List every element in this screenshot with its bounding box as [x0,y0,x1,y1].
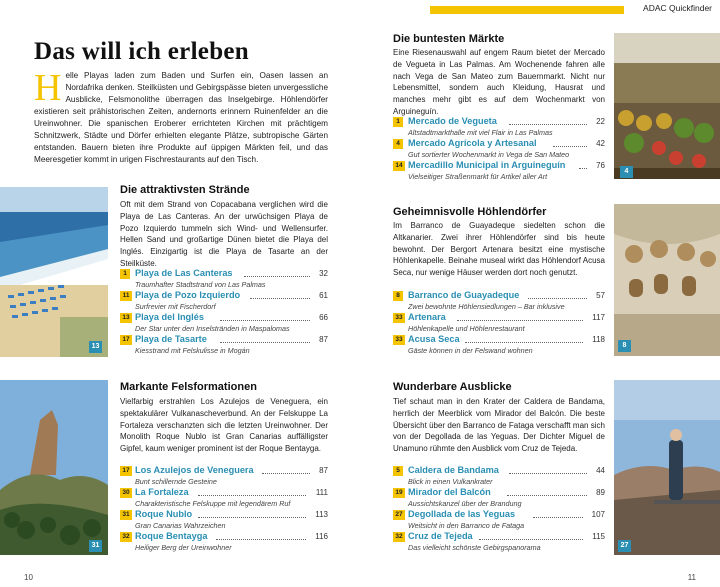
intro-drop-cap: H [34,67,62,109]
item-number: 17 [120,335,132,345]
rocks-illustration [0,380,108,555]
dot-leader [220,320,310,321]
dot-leader [509,124,587,125]
item-number: 19 [393,488,405,498]
dot-leader [216,539,306,540]
item-page: 117 [592,313,605,322]
dot-leader [457,320,583,321]
item-subtitle: Gäste können in der Felswand wohnen [408,346,533,355]
header-accent-bar [430,6,624,14]
markets-body: Eine Riesenauswahl auf engem Raum bietet der Mercado de Vegueta in Las Palmas. Am Wochenende fahren alle nach Vega de San Mateo zum Bauernmarkt. Nicht nur Lebensmittel, sondern auch Kleidung, Hausrat und manches mehr gibt es auf dem Wochenmarkt von Arguineguín. [393,48,605,116]
views-title: Wunderbare Ausblicke [393,381,512,393]
item-subtitle: Vielseitiger Straßenmarkt für Artikel aller Art [408,172,548,181]
list-item[interactable] [393,465,605,487]
left-page-number: 10 [24,573,33,582]
item-subtitle: Altstadtmarkthalle mit viel Flair in Las Palmas [408,128,553,137]
beach-illustration [0,187,108,357]
item-name: Barranco de Guayadeque [408,290,520,300]
beaches-title: Die attraktivsten Strände [120,184,250,196]
item-name: Cruz de Tejeda [408,531,473,541]
item-number: 30 [120,488,132,498]
viewpoint-photo [614,380,720,555]
item-page: 107 [591,510,605,519]
item-page: 44 [596,466,605,475]
item-subtitle: Charakteristische Felskuppe mit legendärem Ruf [135,499,291,508]
header-bar [0,0,720,16]
list-item[interactable] [393,487,605,509]
dot-leader [479,539,583,540]
caves-list [393,290,605,356]
dot-leader [528,298,587,299]
rocks-title: Markante Felsformationen [120,381,257,393]
item-subtitle: Der Star unter den Inselstränden in Maspalomas [135,324,290,333]
item-page: 118 [592,335,605,344]
item-subtitle: Gran Canarias Wahrzeichen [135,521,226,530]
item-name: La Fortaleza [135,487,189,497]
guide-label: ADAC Quickfinder [643,3,712,13]
item-page: 89 [596,488,605,497]
item-page: 42 [596,139,605,148]
list-item[interactable] [393,531,605,553]
list-item[interactable] [120,487,328,509]
intro-text: elle Playas laden zum Baden und Surfen ein, Oasen lassen an Nordafrika denken. Steilküsten und Gebirgspässe bieten unvergessliche Ausblicke, Felsmonolithe überragen das Inselgebirge. Höhlendörfer existieren seit prähistorischen Zeiten, andernorts erinnern Ruinenfelder an die Ureinwohner. Die spanischen Eroberer errichteten Kirchen mit prächtigem Schnitzwerk, Städte und Dörfer erhielten elegante Plätze, subtropische Gärten entstanden. Bauern bieten ihre Produkte auf üppigen Märkten feil, und das Meeresgetier kommt in urigen Fischrestaurants auf den Tisch. [34,71,328,164]
item-name: Playa de Pozo Izquierdo [135,290,241,300]
item-subtitle: Weitsicht in den Barranco de Fataga [408,521,525,530]
item-number: 1 [393,117,403,127]
item-page: 115 [592,532,605,541]
photo-number-badge: 31 [89,540,102,552]
item-subtitle: Zwei bewohnte Höhlensiedlungen – Bar inklusive [408,302,565,311]
item-page: 22 [596,117,605,126]
item-name: Mercado de Vegueta [408,116,497,126]
beach-photo [0,187,108,357]
item-name: Playa del Inglés [135,312,204,322]
list-item[interactable] [393,116,605,138]
item-name: Degollada de las Yeguas [408,509,516,519]
list-item[interactable] [393,509,605,531]
list-item[interactable] [393,160,605,182]
item-subtitle: Traumhafter Stadtstrand von Las Palmas [135,280,266,289]
item-page: 32 [319,269,328,278]
list-item[interactable] [120,531,328,553]
dot-leader [244,276,310,277]
item-number: 1 [120,269,130,279]
views-list [393,465,605,553]
list-item[interactable] [393,290,605,312]
markets-title: Die buntesten Märkte [393,33,505,45]
market-illustration [614,33,720,179]
dot-leader [533,517,583,518]
page-title: Das will ich erleben [34,38,250,65]
item-subtitle: Bunt schillernde Gesteine [135,477,217,486]
views-body: Tief schaut man in den Krater der Caldera de Bandama, herrlich der Meerblick vom Mirador del Balcón. Die beste Übersicht über den Barranco de Fataga verschafft man sich von der Degollada de las Yeguas. Der Dichter Miguel de Unamuno rühmte den Ausblick vom Cruz de Tejeda. [393,397,605,454]
item-subtitle: Kiesstrand mit Felskulisse in Mogán [135,346,250,355]
dot-leader [198,495,306,496]
item-number: 4 [393,139,403,149]
item-name: Artenara [408,312,446,322]
item-name: Mirador del Balcón [408,487,491,497]
list-item[interactable] [120,465,328,487]
item-subtitle: Heiliger Berg der Ureinwohner [135,543,232,552]
item-page: 76 [596,161,605,170]
item-number: 17 [120,466,132,476]
item-subtitle: Surfrevier mit Fischerdorf [135,302,216,311]
cave-photo [614,204,720,356]
caves-title: Geheimnisvolle Höhlendörfer [393,206,547,218]
item-page: 66 [319,313,328,322]
list-item[interactable] [393,334,605,356]
markets-list [393,116,605,182]
list-item[interactable] [393,138,605,160]
list-item[interactable] [120,268,328,290]
item-page: 111 [315,488,328,497]
dot-leader [579,168,587,169]
dot-leader [220,342,310,343]
item-name: Playa de Las Canteras [135,268,233,278]
item-number: 27 [393,510,405,520]
intro-paragraph [34,67,328,166]
rocks-body: Vielfarbig erstrahlen Los Azulejos de Veneguera, ein spektakulärer Vulkanascheverbund. An der Felskuppe La Fortaleza verschanzten sich die letzten Ureinwohner. Der Monolith Roque Nublo ist Gran Canarias auffälligster Gipfel, kaum weniger prominent ist der Roque Bentayga. [120,397,328,454]
item-number: 32 [393,532,405,542]
item-number: 11 [120,291,132,301]
item-page: 61 [319,291,328,300]
item-page: 113 [315,510,328,519]
item-number: 8 [393,291,403,301]
list-item[interactable] [120,312,328,334]
rocks-list [120,465,328,553]
item-name: Playa de Tasarte [135,334,207,344]
item-page: 116 [315,532,328,541]
item-subtitle: Das vielleicht schönste Gebirgspanorama [408,543,541,552]
rocks-photo [0,380,108,555]
photo-number-badge: 4 [620,166,633,178]
item-page: 57 [596,291,605,300]
item-subtitle: Aussichtskanzel über der Brandung [408,499,522,508]
dot-leader [507,495,587,496]
item-subtitle: Gut sortierter Wochenmarkt in Vega de San Mateo [408,150,570,159]
list-item[interactable] [393,312,605,334]
right-page-number: 11 [687,573,696,582]
photo-number-badge: 13 [89,341,102,353]
caves-body: Im Barranco de Guayadeque siedelten schon die Altkanarier. Zwei ihrer Höhlendörfer sind bis heute bewohnt. Der Bergort Artenara besitzt eine mystische Höhlenkapelle. Beinahe museal wirkt das Höhlendorf Acusa Seca, nur wenige Häuser werden dort noch genutzt. [393,221,605,278]
item-subtitle: Blick in einen Vulkankrater [408,477,493,486]
cave-illustration [614,204,720,356]
item-name: Roque Nublo [135,509,193,519]
item-page: 87 [319,335,328,344]
item-number: 32 [120,532,132,542]
dot-leader [465,342,583,343]
item-name: Roque Bentayga [135,531,208,541]
item-name: Caldera de Bandama [408,465,499,475]
item-page: 87 [319,466,328,475]
item-number: 14 [393,161,405,171]
list-item[interactable] [120,334,328,356]
market-photo [614,33,720,179]
item-number: 5 [393,466,403,476]
item-subtitle: Höhlenkapelle und Höhlenrestaurant [408,324,525,333]
photo-number-badge: 27 [618,540,631,552]
item-name: Los Azulejos de Veneguera [135,465,254,475]
item-name: Acusa Seca [408,334,460,344]
dot-leader [262,473,310,474]
dot-leader [250,298,310,299]
dot-leader [553,146,587,147]
beaches-body: Oft mit dem Strand von Copacabana verglichen wird die Playa de Las Canteras. An der urwüchsigen Playa de Pozo Izquierdo tummeln sich Wind- und Wellensurfer. Hellen Sand und großartige Dünen bietet die Playa del Inglés. Einzigartig ist die Playa de Tasarte an der Steilküste. [120,200,328,268]
list-item[interactable] [120,290,328,312]
viewpoint-illustration [614,380,720,555]
item-name: Mercado Agrícola y Artesanal [408,138,537,148]
item-number: 33 [393,335,405,345]
item-number: 33 [393,313,405,323]
item-number: 31 [120,510,132,520]
dot-leader [198,517,306,518]
dot-leader [509,473,587,474]
list-item[interactable] [120,509,328,531]
item-name: Mercadillo Municipal in Arguineguín [408,160,566,170]
item-number: 13 [120,313,132,323]
beaches-list [120,268,328,356]
photo-number-badge: 8 [618,340,631,352]
